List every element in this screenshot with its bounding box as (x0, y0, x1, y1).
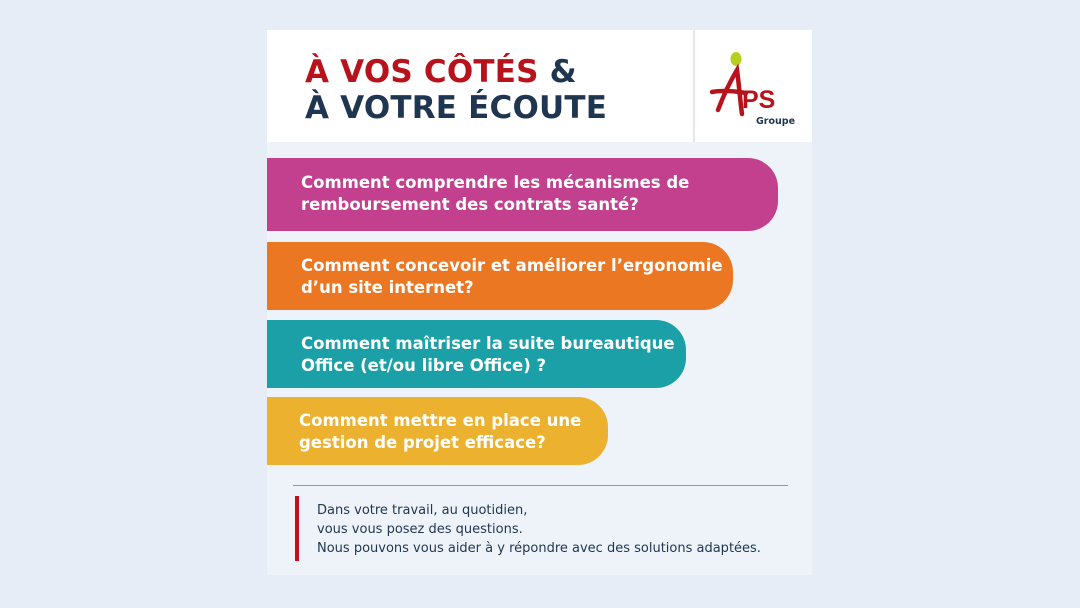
footer-line-2: vous vous posez des questions. (317, 522, 523, 537)
question-2-line-2: d’un site internet? (301, 278, 474, 297)
question-1-line-1: Comment comprendre les mécanismes de (301, 173, 690, 192)
quote-accent-bar (295, 496, 299, 561)
question-4-line-2: gestion de projet efficace? (299, 433, 546, 452)
question-band-2 (267, 242, 733, 310)
question-2-line-1: Comment concevoir et améliorer l’ergonomie (301, 256, 723, 275)
question-band-4 (267, 397, 608, 465)
question-band-1 (267, 158, 778, 231)
footer-line-1: Dans votre travail, au quotidien, (317, 503, 528, 518)
header (267, 30, 812, 142)
page-title (305, 54, 607, 126)
aps-groupe-logo (710, 50, 800, 130)
section-divider (293, 485, 788, 486)
title-line-1-text: À VOS CÔTÉS (305, 54, 539, 90)
svg-text:PS: PS (742, 86, 776, 114)
footer-text (317, 501, 761, 558)
title-line-1 (305, 54, 607, 90)
header-divider (693, 30, 695, 142)
question-band-3 (267, 320, 686, 388)
title-ampersand: & (549, 54, 577, 90)
question-3-line-2: Office (et/ou libre Office) ? (301, 356, 547, 375)
poster-card (267, 30, 812, 575)
question-3-line-1: Comment maîtriser la suite bureautique (301, 334, 675, 353)
question-1-line-2: remboursement des contrats santé? (301, 195, 639, 214)
footer-line-3: Nous pouvons vous aider à y répondre avec des solutions adaptées. (317, 541, 761, 556)
logo-subtitle: Groupe (756, 116, 796, 127)
title-line-2: À VOTRE ÉCOUTE (305, 90, 608, 126)
question-4-line-1: Comment mettre en place une (299, 411, 582, 430)
